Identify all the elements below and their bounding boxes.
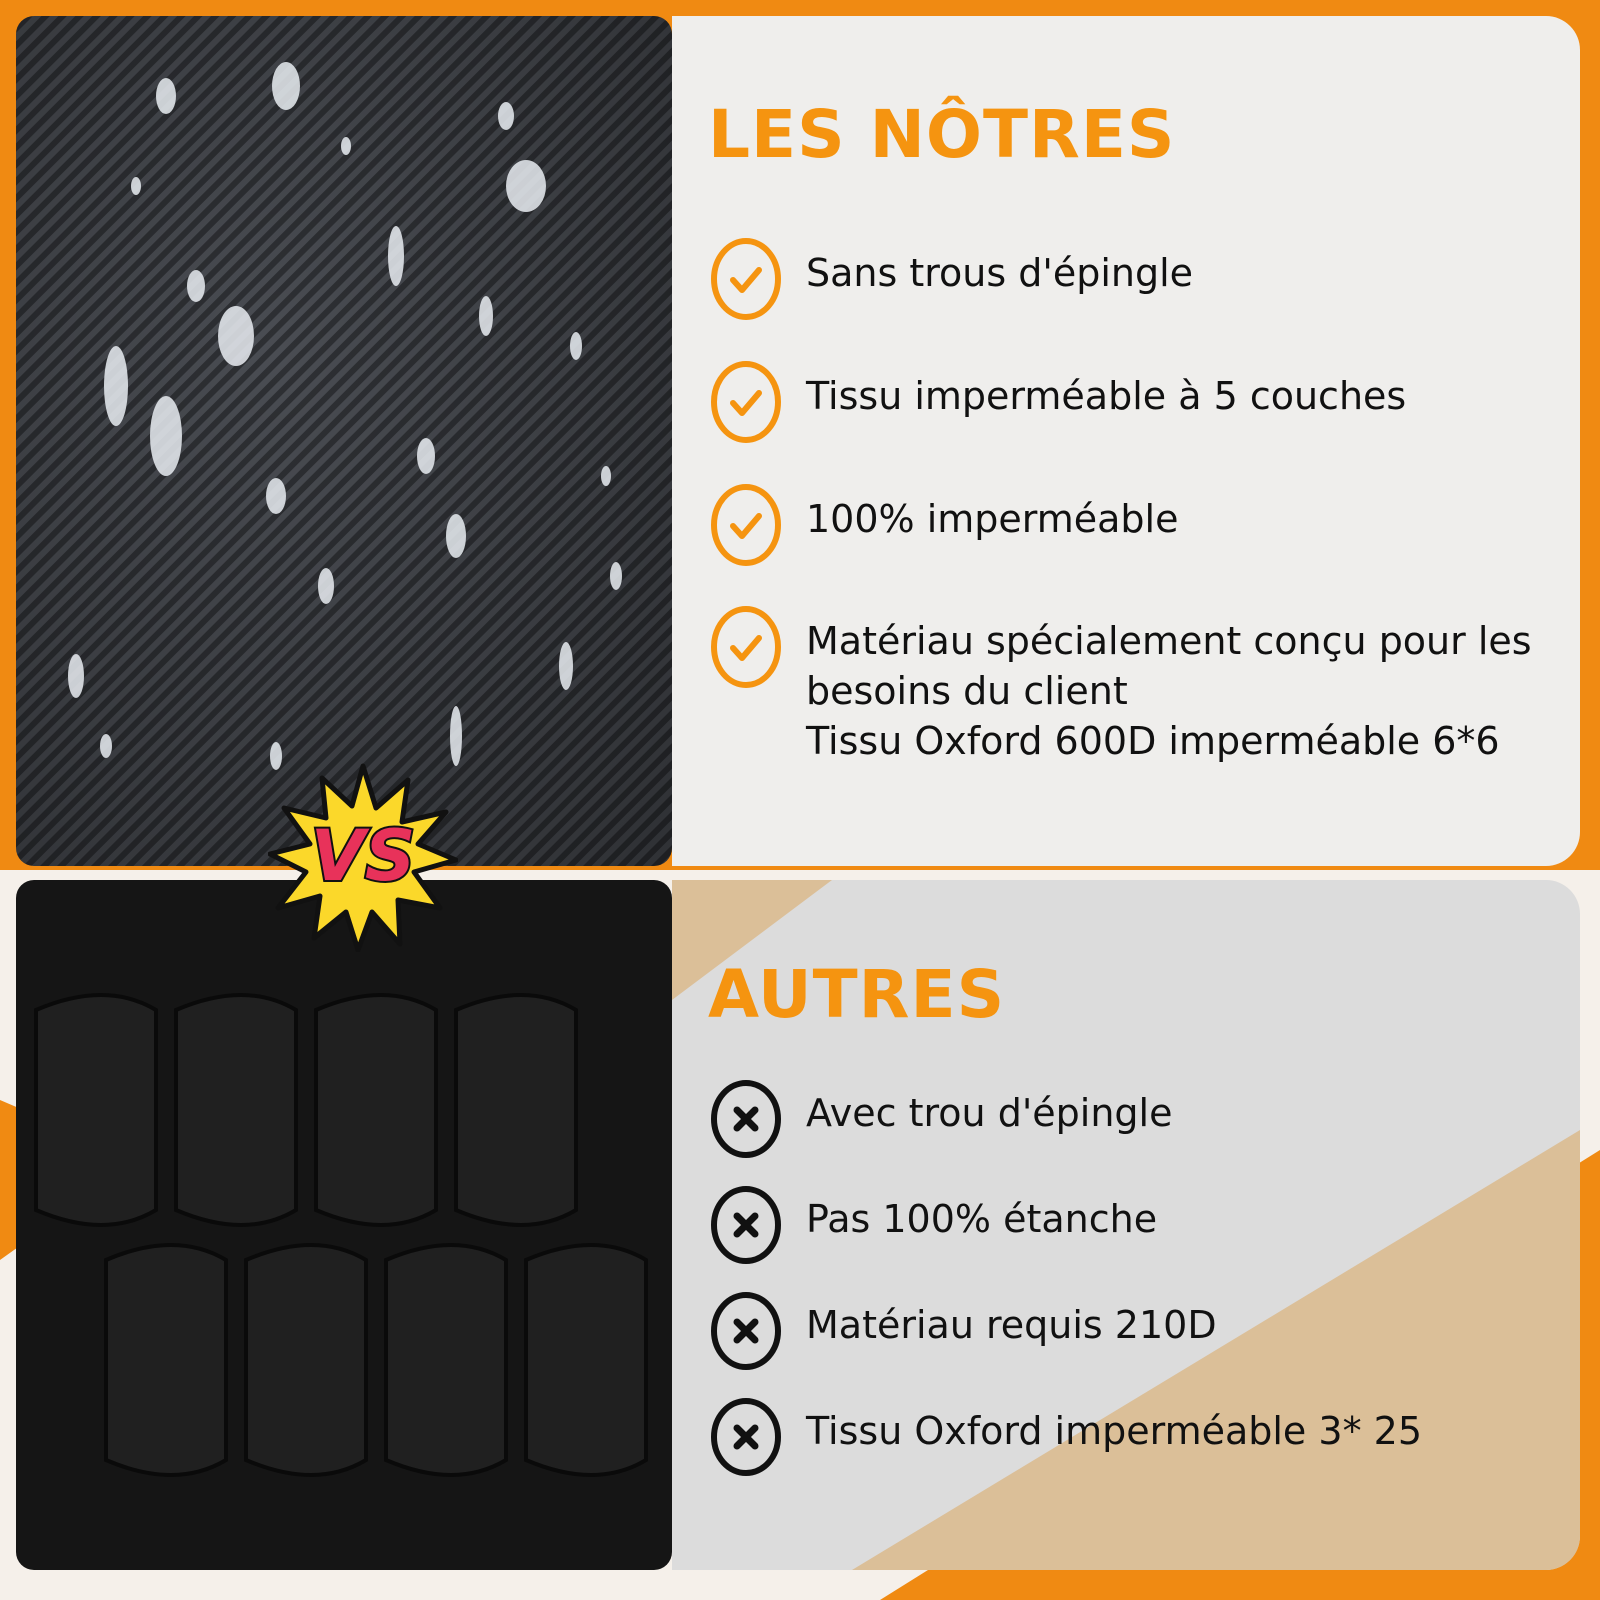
check-circle-icon	[708, 359, 784, 447]
check-circle-icon	[708, 604, 784, 692]
vs-badge	[268, 762, 458, 952]
ours-item-label: 100% imperméable	[806, 497, 1179, 541]
check-circle-icon	[708, 482, 784, 570]
x-circle-icon	[708, 1394, 784, 1482]
ours-item	[708, 359, 1406, 447]
ours-heading: LES NÔTRES	[708, 96, 1176, 173]
svg-text:VS: VS	[310, 815, 416, 897]
quilted-fabric-photo	[16, 880, 672, 1570]
others-item-label: Matériau requis 210D	[806, 1303, 1217, 1347]
x-circle-icon	[708, 1288, 784, 1376]
ours-item-label: Sans trous d'épingle	[806, 251, 1194, 295]
others-item	[708, 1288, 1217, 1376]
others-item-label: Pas 100% étanche	[806, 1197, 1158, 1241]
ours-item	[708, 236, 1193, 324]
ours-item	[708, 604, 1532, 766]
others-heading: AUTRES	[708, 956, 1006, 1033]
waterproof-fabric-photo	[16, 16, 672, 866]
others-item-label: Tissu Oxford imperméable 3* 25	[806, 1409, 1422, 1453]
ours-item-label: Tissu imperméable à 5 couches	[806, 374, 1407, 418]
others-item	[708, 1076, 1172, 1164]
check-circle-icon	[708, 236, 784, 324]
others-item-label: Avec trou d'épingle	[806, 1091, 1173, 1135]
ours-item	[708, 482, 1179, 570]
ours-item-label: Matériau spécialement conçu pour les besoins du client Tissu Oxford 600D imperméable 6*6	[806, 619, 1532, 763]
x-circle-icon	[708, 1182, 784, 1270]
x-circle-icon	[708, 1076, 784, 1164]
others-item	[708, 1182, 1157, 1270]
others-item	[708, 1394, 1422, 1482]
